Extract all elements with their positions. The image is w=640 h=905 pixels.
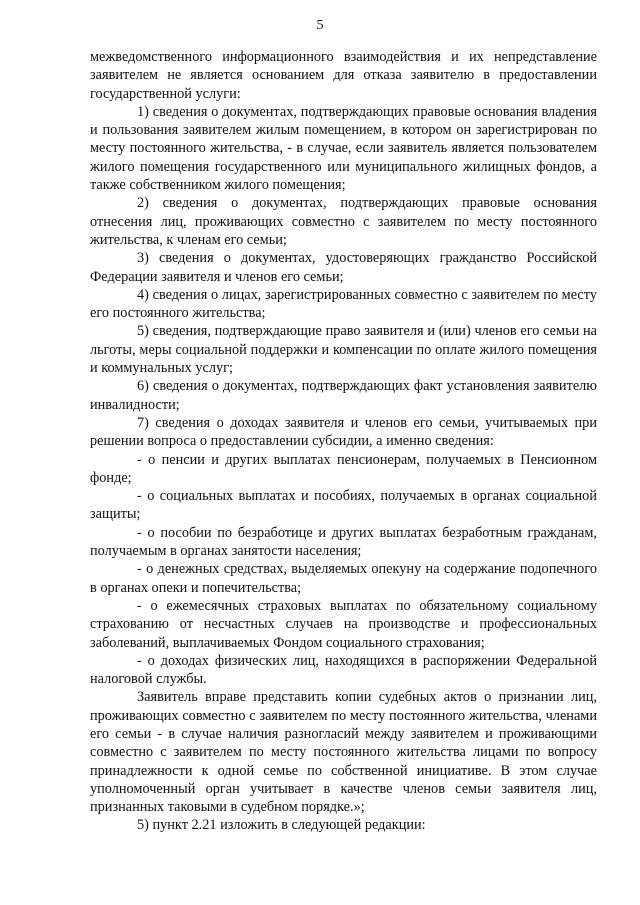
page-number: 5 [316, 18, 324, 33]
paragraph-clause-2-21: 5) пункт 2.21 изложить в следующей редакции: [137, 817, 426, 834]
list-item-guardianship: - о денежных средствах, выделяемых опекуну на содержание подопечного в органах опеки и попечительства; [90, 561, 597, 596]
document-body [90, 48, 597, 835]
paragraph-item-3: 3) сведения о документах, удостоверяющих гражданство Российской Федерации заявителя и членов его семьи; [90, 250, 597, 285]
paragraph-item-6: 6) сведения о документах, подтверждающих факт установления заявителю инвалидности; [90, 378, 597, 413]
paragraph-intro: межведомственного информационного взаимодействия и их непредставление заявителем не является основанием для отказа заявителю в предоставлении государственной услуги: [90, 49, 597, 102]
paragraph-court-acts: Заявитель вправе представить копии судебных актов о признании лиц, проживающих совместно с заявителем по месту постоянного жительства, членами его семьи - в случае наличия разногласий между заявителем и проживающими совместно с заявителем по месту постоянного жительства лицами по вопросу принадлежности к одной семье по собственной инициативе. В этом случае уполномоченный орган учитывает в качестве членов семьи заявителя лиц, признанных таковыми в судебном порядке.»; [90, 689, 597, 816]
paragraph-item-7: 7) сведения о доходах заявителя и членов его семьи, учитываемых при решении вопроса о предоставлении субсидии, а именно сведения: [90, 414, 597, 450]
list-item-unemployment: - о пособии по безработице и других выплатах безработным гражданам, получаемым в органах занятости населения; [90, 524, 597, 560]
paragraph-item-4: 4) сведения о лицах, зарегистрированных совместно с заявителем по месту его постоянного жительства; [90, 286, 597, 322]
list-item-pension: - о пенсии и других выплатах пенсионерам, получаемых в Пенсионном фонде; [90, 451, 597, 486]
list-item-tax-income: - о доходах физических лиц, находящихся в распоряжении Федеральной налоговой службы. [90, 652, 597, 688]
paragraph-item-1: 1) сведения о документах, подтверждающих правовые основания владения и пользования заявителем жилым помещением, в котором он зарегистрирован по месту постоянного жительства, - в случае, если заявитель является пользователем жилого помещения государственного или муниципального жилищных фондов, а также собственником жилого помещения; [90, 103, 597, 194]
list-item-social-payments: - о социальных выплатах и пособиях, получаемых в органах социальной защиты; [90, 488, 597, 523]
paragraph-item-2: 2) сведения о документах, подтверждающих правовые основания отнесения лиц, проживающих совместно с заявителем по месту постоянного жительства, к членам его семьи; [90, 195, 597, 248]
paragraph-item-5: 5) сведения, подтверждающие право заявителя и (или) членов его семьи на льготы, меры социальной поддержки и компенсации по оплате жилого помещения и коммунальных услуг; [90, 323, 597, 377]
list-item-insurance: - о ежемесячных страховых выплатах по обязательному социальному страхованию от несчастных случаев на производстве и профессиональных заболеваний, выплачиваемых Фондом социального страхования; [90, 597, 597, 651]
